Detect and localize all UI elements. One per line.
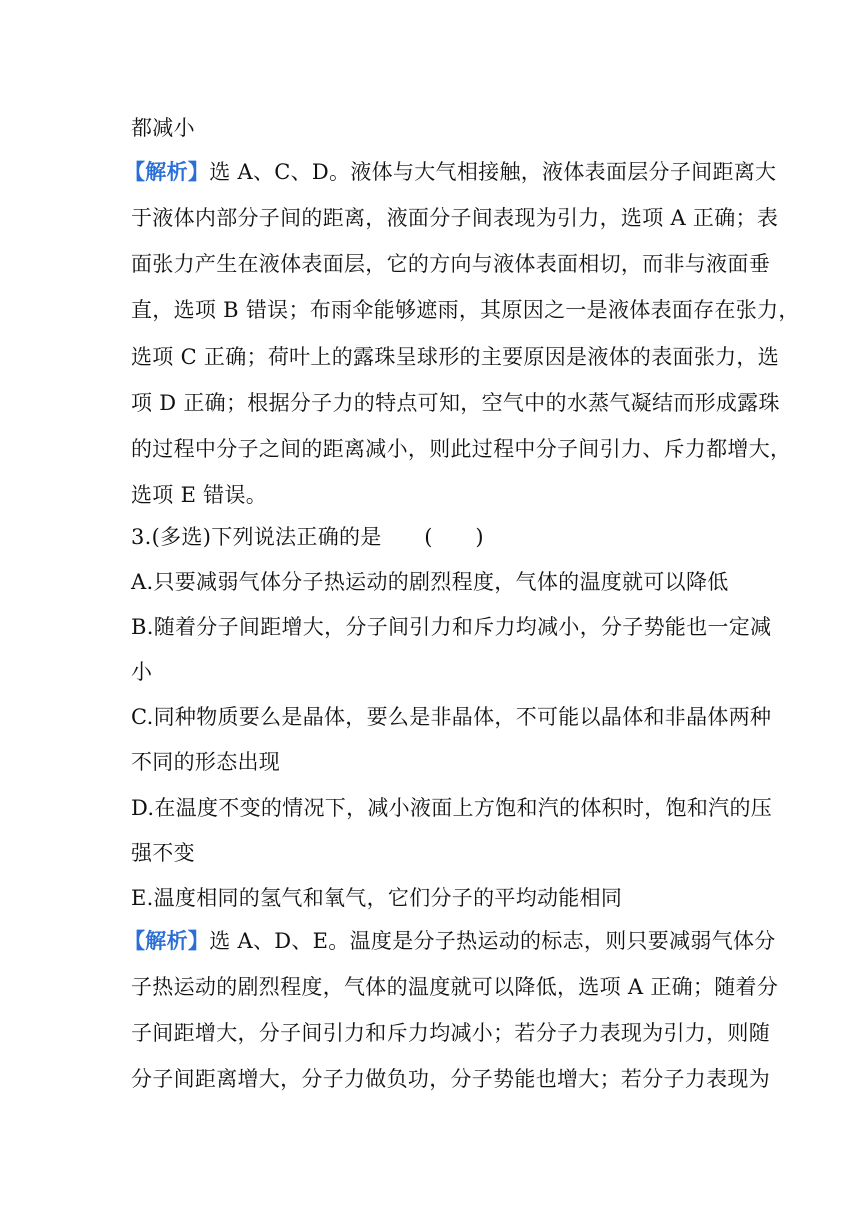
option-e: E.温度相同的氢气和氧气，它们分子的平均动能相同 [131, 886, 623, 910]
option-d-cont: 强不变 [131, 841, 195, 865]
text-line [124, 929, 776, 953]
text-line: 的过程中分子之间的距离减小，则此过程中分子间引力、斥力都增大， [131, 437, 792, 461]
text-line: 面张力产生在液体表面层，它的方向与液体表面相切，而非与液面垂 [131, 252, 770, 276]
text-line: 分子间距离增大，分子力做负功，分子势能也增大；若分子力表现为 [131, 1067, 770, 1091]
option-b: B.随着分子间距增大，分子间引力和斥力均减小，分子势能也一定减 [131, 615, 772, 639]
option-d: D.在温度不变的情况下，减小液面上方饱和汽的体积时，饱和汽的压 [131, 796, 773, 820]
text-line-content: 选 A、D、E。温度是分子热运动的标志，则只要减弱气体分 [209, 929, 776, 953]
text-line [124, 160, 776, 184]
text-line-content: 选 A、C、D。液体与大气相接触，液体表面层分子间距离大 [209, 160, 777, 184]
option-b-cont: 小 [131, 660, 153, 684]
analysis-tag: 【解析】 [124, 159, 210, 184]
text-line: 都减小 [131, 116, 195, 140]
text-line: 选项 E 错误。 [131, 483, 268, 507]
text-line: 项 D 正确；根据分子力的特点可知，空气中的水蒸气凝结而形成露珠 [131, 391, 780, 415]
analysis-tag: 【解析】 [124, 928, 210, 953]
option-c-cont: 不同的形态出现 [131, 750, 281, 774]
text-line: 子间距增大，分子间引力和斥力均减小；若分子力表现为引力，则随 [131, 1021, 770, 1045]
text-line: 子热运动的剧烈程度，气体的温度就可以降低，选项 A 正确；随着分 [131, 975, 779, 999]
text-line: 于液体内部分子间的距离，液面分子间表现为引力，选项 A 正确；表 [131, 206, 779, 230]
question-stem: 3.(多选)下列说法正确的是 ( ) [131, 525, 484, 549]
text-line: 选项 C 正确；荷叶上的露珠呈球形的主要原因是液体的表面张力，选 [131, 345, 780, 369]
option-a: A.只要减弱气体分子热运动的剧烈程度，气体的温度就可以降低 [131, 570, 729, 594]
text-line: 直，选项 B 错误；布雨伞能够遮雨，其原因之一是液体表面存在张力， [131, 298, 800, 322]
option-c: C.同种物质要么是晶体，要么是非晶体，不可能以晶体和非晶体两种 [131, 705, 772, 729]
